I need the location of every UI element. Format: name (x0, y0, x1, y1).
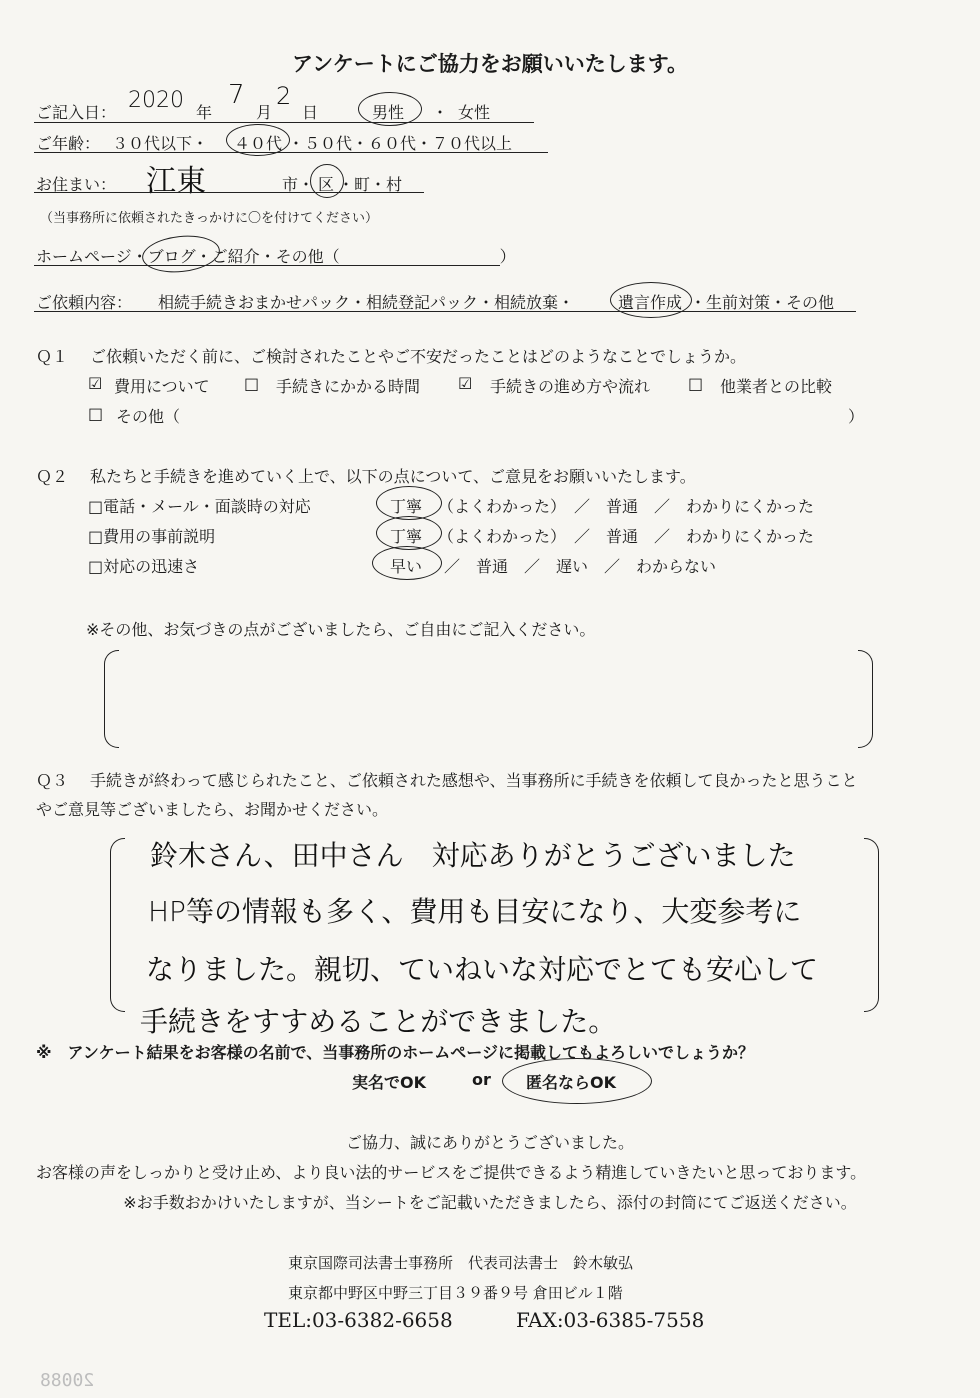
q1-option-4: 他業者との比較 (720, 377, 833, 396)
address-ku: 区 (318, 175, 335, 194)
q2-row-1-rest: （よくわかった） ／ 普通 ／ わかりにくかった (438, 497, 815, 516)
publish-anonymous-circle (502, 1058, 652, 1104)
day-handwritten: 2 (276, 82, 292, 110)
q1-check-1[interactable]: ☑ (88, 374, 103, 393)
page-title: アンケートにご協力をお願いいたします。 (291, 52, 689, 76)
q1-other-close: ） (848, 407, 865, 426)
q1-option-1: 費用について (114, 377, 210, 396)
gender-male-circle (358, 92, 422, 126)
q3-answer-line-4: 手続きをすすめることができました。 (140, 1005, 617, 1038)
gender-female: 女性 (458, 103, 491, 122)
q1-number: Ｑ１ (36, 347, 69, 366)
age-label: ご年齢： (36, 134, 101, 153)
q3-question-2: やご意見等ございましたら、お聞かせください。 (36, 800, 389, 819)
day-unit: 日 (302, 103, 319, 122)
q2-row-3-rest: ／ 普通 ／ 遅い ／ わからない (444, 557, 717, 576)
gender-sep: ・ (432, 103, 449, 122)
q2-question: 私たちと手続きを進めていく上で、以下の点について、ご意見をお願いいたします。 (90, 467, 696, 486)
q1-other-label: その他（ (116, 407, 181, 426)
age-opt-1: ３０代以下・ (112, 134, 209, 153)
request-opt-c: ・生前対策・その他 (690, 293, 835, 312)
q2-row-2-circle (376, 516, 442, 550)
q3-box-left (110, 838, 125, 1012)
age-opt-3: ・５０代・６０代・７０代以上 (288, 134, 513, 153)
q2-number: Ｑ２ (36, 467, 69, 486)
q2-note: ※その他、お気づきの点がございましたら、ご自由にご記入ください。 (86, 620, 596, 639)
publish-real-name: 実名でOK (352, 1073, 427, 1092)
q1-option-3: 手続きの進め方や流れ (490, 377, 651, 396)
q3-answer-line-2: HP等の情報も多く、費用も目安になり、大変参考に (148, 895, 802, 928)
year-handwritten: 2020 (128, 88, 184, 113)
q1-check-3[interactable]: ☑ (458, 374, 473, 393)
age-opt-2: ４０代 (234, 134, 283, 153)
request-label: ご依頼内容： (36, 293, 133, 312)
request-circle (610, 282, 692, 318)
publish-or: or (472, 1070, 491, 1089)
q3-answer-line-3: なりました。親切、ていねいな対応でとても安心して (146, 953, 819, 986)
q2-box-left (104, 650, 119, 748)
q1-option-2: 手続きにかかる時間 (276, 377, 421, 396)
q3-box-right (864, 838, 879, 1012)
office-name: 東京国際司法書士事務所 代表司法書士 鈴木敏弘 (288, 1254, 634, 1272)
date-label: ご記入日： (36, 103, 117, 122)
q1-check-other[interactable]: □ (88, 404, 104, 423)
address-shi: 市・ (282, 175, 315, 194)
thanks-line-3: ※お手数おかけいたしますが、当シートをご記載いただきましたら、添付の封筒にてご返送ください。 (123, 1193, 857, 1212)
thanks-line-2: お客様の声をしっかりと受け止め、より良い法的サービスをご提供できるよう精進していきたいと思っております。 (36, 1163, 867, 1182)
trigger-note: （当事務所に依頼されたきっかけに〇を付けてください） (40, 211, 379, 226)
age-underline (34, 152, 548, 153)
q3-answer-line-1: 鈴木さん、田中さん 対応ありがとうございました (150, 839, 796, 872)
q2-row-2-item: □費用の事前説明 (88, 527, 216, 546)
request-underline (34, 311, 856, 312)
address-underline (34, 192, 424, 193)
trigger-options: ホームページ・ブログ・ご紹介・その他（ ） (36, 247, 516, 266)
q2-box-right (858, 650, 873, 748)
q1-question: ご依頼いただく前に、ご検討されたことやご不安だったことはどのようなことでしょうか。 (90, 347, 747, 366)
q3-number: Ｑ３ (36, 771, 69, 790)
request-opt-a: 相続手続きおまかせパック・相続登記パック・相続放棄・ (158, 293, 575, 312)
office-fax: FAX:03-6385-7558 (516, 1308, 705, 1332)
publish-question: ※ アンケート結果をお客様の名前で、当事務所のホームページに掲載してもよろしいでしょうか？ (36, 1043, 754, 1062)
q1-check-4[interactable]: □ (688, 374, 704, 393)
trigger-blog-circle (140, 232, 221, 276)
gender-male: 男性 (372, 103, 405, 122)
stamp-number: 20088 (40, 1370, 95, 1391)
q3-question-1: 手続きが終わって感じられたこと、ご依頼された感想や、当事務所に手続きを依頼して良かったと思うこと (90, 771, 858, 790)
q2-row-2-rest: （よくわかった） ／ 普通 ／ わかりにくかった (438, 527, 815, 546)
q2-row-2-answer: 丁寧 (390, 527, 423, 546)
month-unit: 月 (256, 103, 273, 122)
year-unit: 年 (196, 103, 213, 122)
q2-row-3-circle (372, 546, 442, 580)
q2-row-3-item: □対応の迅速さ (88, 557, 200, 576)
request-opt-b: 遺言作成 (618, 293, 683, 312)
office-tel: TEL:03-6382-6658 (264, 1308, 453, 1332)
q1-check-2[interactable]: □ (244, 374, 260, 393)
publish-anonymous: 匿名ならOK (526, 1073, 617, 1092)
q2-row-1-item: □電話・メール・面談時の対応 (88, 497, 311, 516)
q2-row-3-answer: 早い (390, 557, 423, 576)
thanks-line-1: ご協力、誠にありがとうございました。 (345, 1133, 634, 1152)
date-underline (34, 122, 534, 123)
office-address: 東京都中野区中野三丁目３９番９号 倉田ビル１階 (288, 1284, 623, 1302)
trigger-underline (34, 265, 500, 266)
month-handwritten: 7 (228, 80, 245, 110)
q2-row-1-answer: 丁寧 (390, 497, 423, 516)
address-handwritten: 江東 (146, 164, 206, 199)
address-label: お住まい： (36, 175, 117, 194)
address-rest: ・町・村 (338, 175, 403, 194)
q2-row-1-circle (376, 486, 442, 520)
